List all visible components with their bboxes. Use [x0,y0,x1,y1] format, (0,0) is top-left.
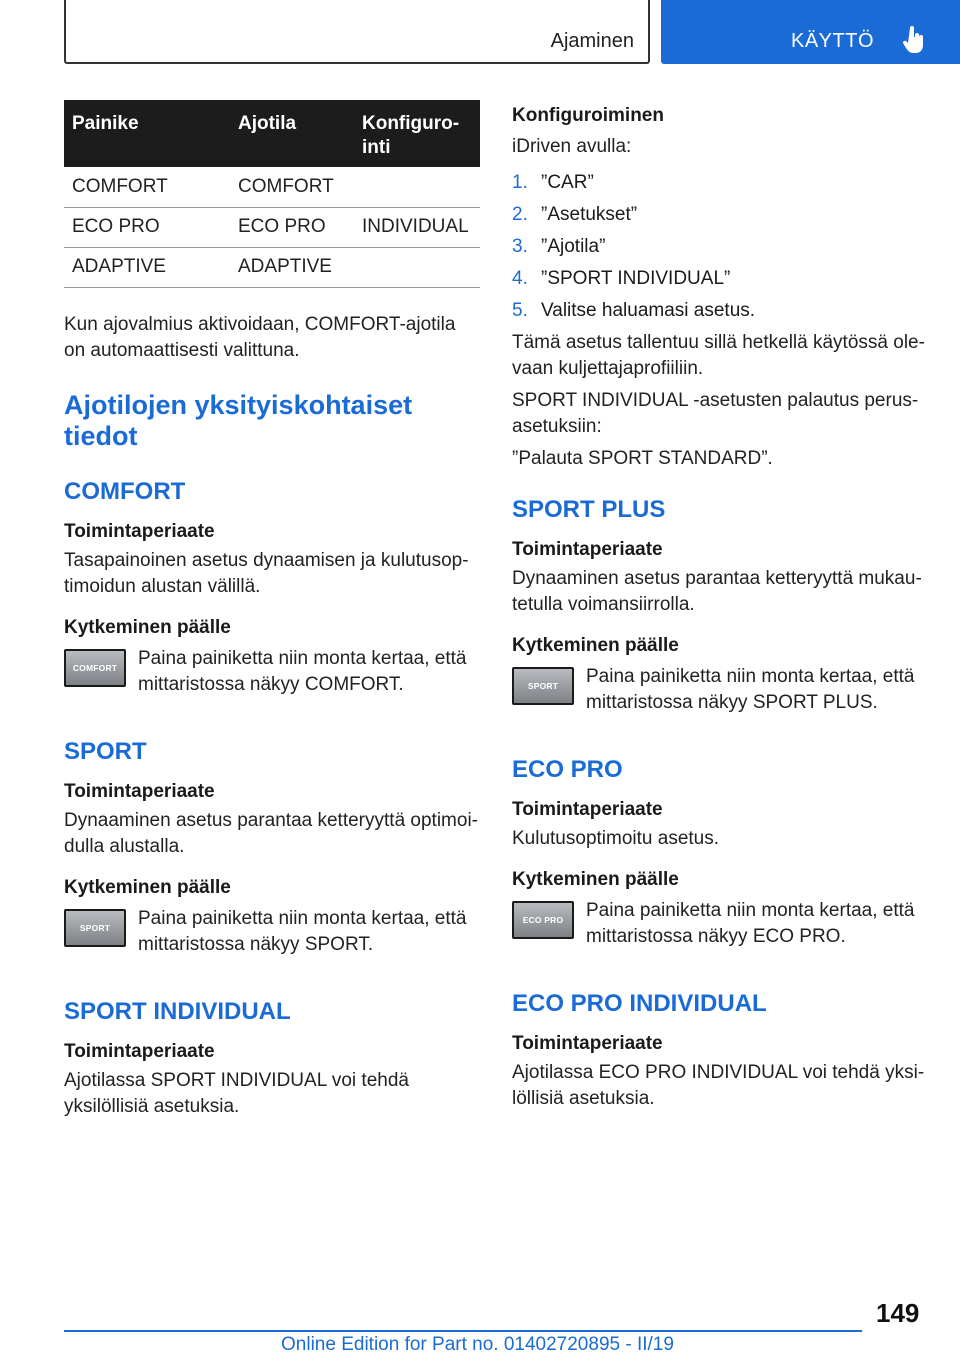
config-note-3: ”Palauta SPORT STANDARD”. [512,448,773,469]
header-section-tab [64,0,650,64]
sport-switch-row [64,906,479,958]
eco-pro-switch-label: Kytkeminen päälle [512,869,679,890]
eco-pro-principle-label: Toimintaperiaate [512,799,663,820]
table-header-cell: Ajotila [230,100,354,167]
config-note-2: SPORT INDIVIDUAL -asetusten palautus perusasetuksiin: [512,390,919,437]
hand-pointer-icon [903,26,925,54]
config-heading: Konfiguroiminen [512,105,664,126]
table-cell: ECO PRO [64,207,230,247]
sport-button-image: SPORT [64,909,126,947]
eco-pro-button-image: ECO PRO [512,901,574,939]
sport-plus-button-image: SPORT [512,667,574,705]
right-column [512,100,927,1112]
sport-individual-heading: SPORT INDIVIDUAL [64,997,291,1025]
step-text: ”Asetukset” [541,204,638,225]
config-intro: iDriven avulla: [512,136,632,157]
eco-pro-switch-text: Paina painiketta niin monta kertaa, että mittaristossa näkyy ECO PRO. [586,900,915,947]
step-number: 2. [512,204,528,225]
eco-pro-individual-principle-text: Ajotilassa ECO PRO INDIVIDUAL voi tehdä yksilöllisiä asetuksia. [512,1062,925,1109]
sport-plus-switch-label: Kytkeminen päälle [512,635,679,656]
list-item [512,266,927,292]
sport-plus-principle-text: Dynaaminen asetus parantaa ketteryyttä mukautetulla voimansiirrolla. [512,568,922,615]
header-chapter-tab [661,0,960,64]
header-chapter-title: KÄYTTÖ [791,30,875,52]
page-number: 149 [876,1298,920,1328]
config-note-1: Tämä asetus tallentuu sillä hetkellä käytössä olevaan kuljettajaprofiiliin. [512,332,925,379]
comfort-switch-label: Kytkeminen päälle [64,616,231,638]
left-column [64,100,479,1120]
comfort-principle-label: Toimintaperiaate [64,520,215,542]
comfort-switch-row [64,646,479,698]
sport-principle-text: Dynaaminen asetus parantaa ketteryyttä optimoidulla alustalla. [64,809,478,857]
header-section-title: Ajaminen [550,30,634,52]
sport-switch-label: Kytkeminen päälle [64,876,231,898]
step-text: ”CAR” [541,172,594,193]
list-item [512,298,927,324]
sport-plus-heading: SPORT PLUS [512,496,666,523]
table-cell: ADAPTIVE [64,247,230,287]
table-cell: INDIVIDUAL [354,207,480,247]
table-cell: ECO PRO [230,207,354,247]
comfort-principle-text: Tasapainoinen asetus dynaamisen ja kulutusoptimoidun alustan välillä. [64,549,469,597]
list-item [512,234,927,260]
sport-plus-principle-label: Toimintaperiaate [512,539,663,560]
sport-heading: SPORT [64,737,147,765]
eco-pro-switch-row [512,898,927,950]
table-header-row [64,100,480,167]
table-header-cell: Painike [64,100,230,167]
table-row [64,167,480,207]
footer-divider [64,1330,862,1332]
table-header-cell: Konfiguro- inti [354,100,480,167]
step-number: 3. [512,236,528,257]
table-cell: COMFORT [64,167,230,207]
step-number: 4. [512,268,528,289]
table-cell: ADAPTIVE [230,247,354,287]
step-text: Valitse haluamasi asetus. [541,300,756,321]
comfort-switch-text: Paina painiketta niin monta kertaa, että mittaristossa näkyy COMFORT. [138,647,467,695]
sport-principle-label: Toimintaperiaate [64,780,215,802]
comfort-button-image: COMFORT [64,649,126,687]
table-cell [354,167,480,207]
step-text: ”SPORT INDIVIDUAL” [541,268,731,289]
main-heading: Ajotilojen yksityiskohtaiset tiedot [64,389,413,451]
list-item [512,170,927,196]
eco-pro-individual-principle-label: Toimintaperiaate [512,1033,663,1054]
table-cell: COMFORT [230,167,354,207]
eco-pro-principle-text: Kulutusoptimoitu asetus. [512,828,720,849]
footer-edition-text: Online Edition for Part no. 01402720895 - II/19 [281,1334,674,1355]
sport-plus-switch-text: Paina painiketta niin monta kertaa, että mittaristossa näkyy SPORT PLUS. [586,666,915,713]
eco-pro-individual-heading: ECO PRO INDIVIDUAL [512,990,767,1017]
list-item [512,202,927,228]
sport-switch-text: Paina painiketta niin monta kertaa, että mittaristossa näkyy SPORT. [138,907,467,955]
comfort-heading: COMFORT [64,477,186,505]
step-number: 5. [512,300,528,321]
step-text: ”Ajotila” [541,236,606,257]
sport-individual-principle-text: Ajotilassa SPORT INDIVIDUAL voi tehdä yksilöllisiä asetuksia. [64,1069,409,1117]
table-row [64,207,480,247]
eco-pro-heading: ECO PRO [512,756,623,783]
table-cell [354,247,480,287]
config-steps-list [512,170,927,324]
intro-paragraph: Kun ajovalmius aktivoidaan, COMFORT-ajotila on automaattisesti valittuna. [64,313,456,361]
table-row [64,247,480,287]
sport-individual-principle-label: Toimintaperiaate [64,1040,215,1062]
driving-mode-table [64,100,480,288]
sport-plus-switch-row [512,664,927,716]
step-number: 1. [512,172,528,193]
